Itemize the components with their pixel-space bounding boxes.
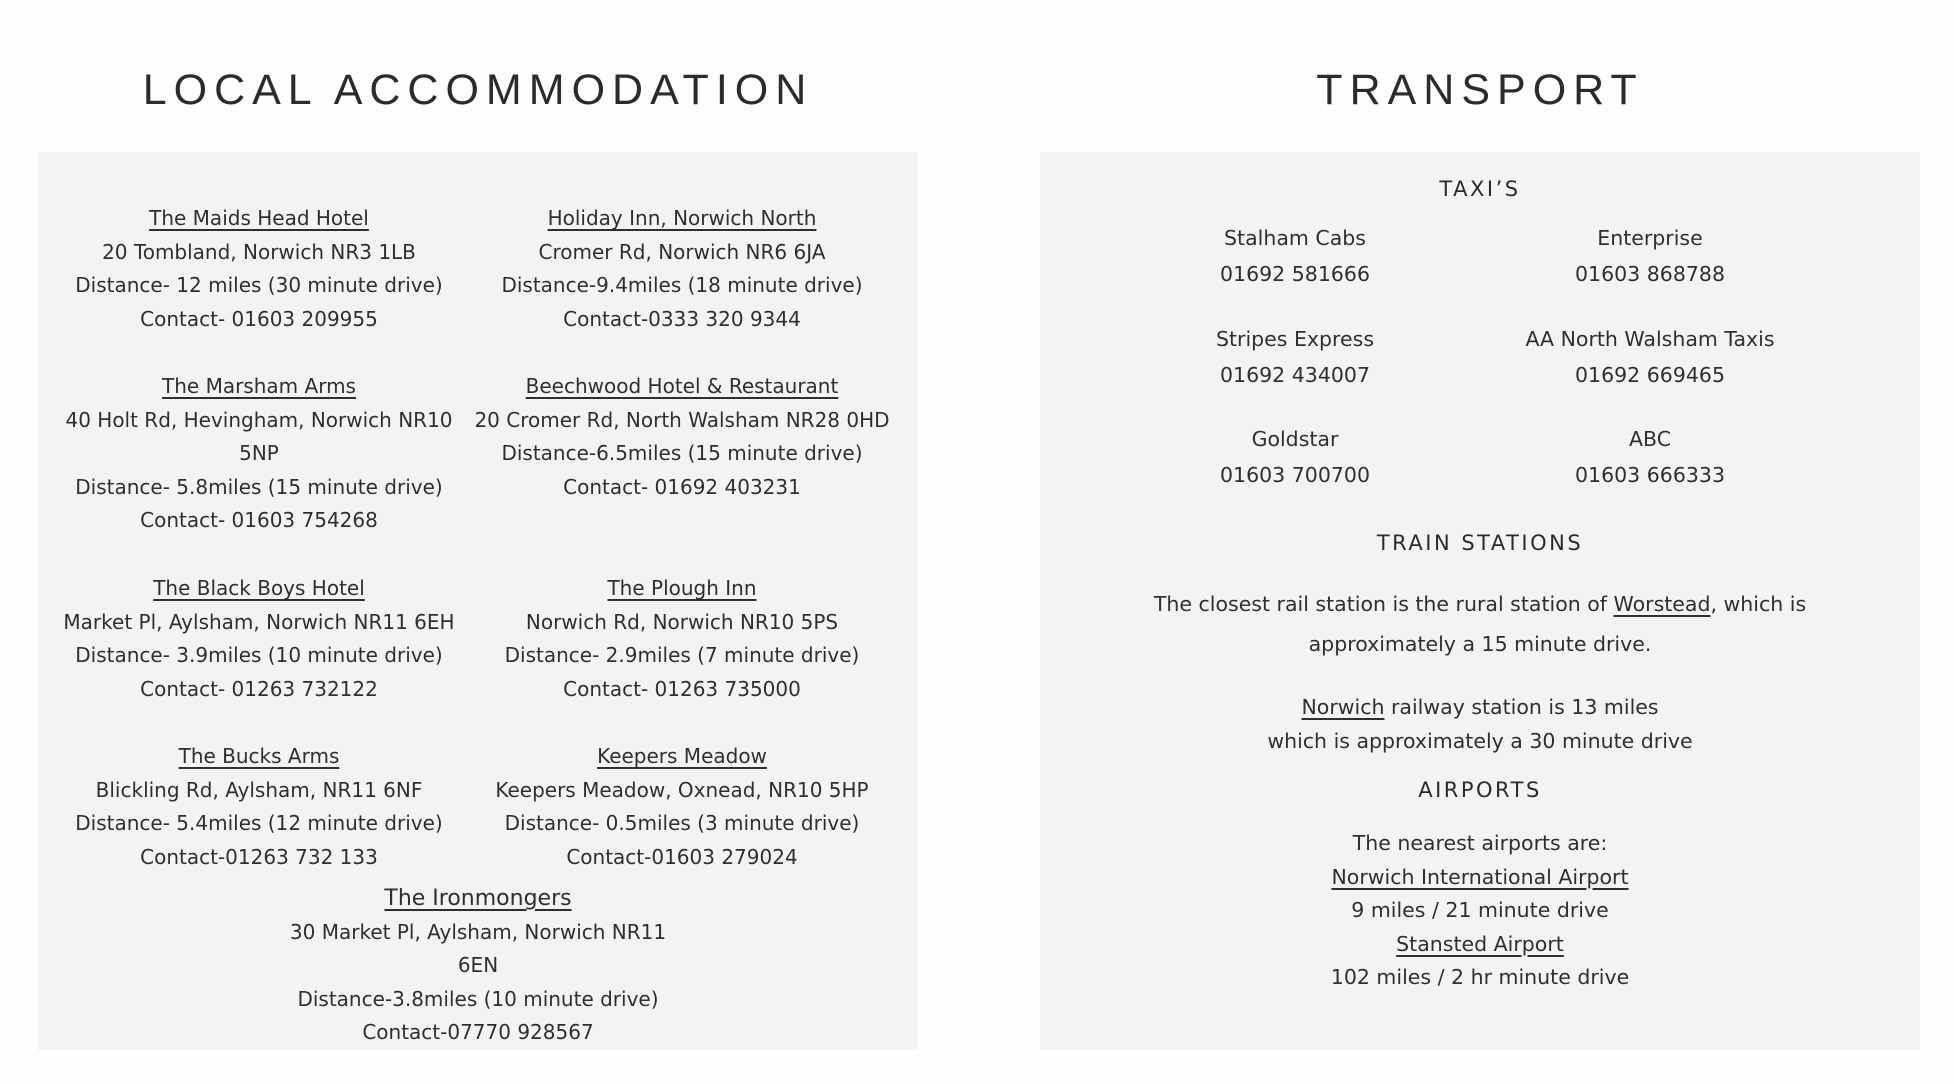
train-p2-text: railway station is 13 miles [1384,695,1659,719]
hotel-contact: Contact- 01263 732122 [140,676,378,701]
hotel-name[interactable]: Keepers Meadow [597,744,767,768]
taxi-name: AA North Walsham Taxis [1525,327,1775,351]
hotel-address: Keepers Meadow, Oxnead, NR10 5HP [495,777,869,802]
hotel-name[interactable]: The Plough Inn [607,576,757,600]
hotel-address: 20 Cromer Rd, North Walsham NR28 0HD [474,407,890,432]
taxis-heading: TAXI’S [1439,177,1521,201]
hotel-name[interactable]: Holiday Inn, Norwich North [547,206,817,230]
hotel-distance: Distance- 0.5miles (3 minute drive) [504,811,860,835]
train-paragraph-1 [1080,584,1880,664]
hotel-holiday-inn [472,202,892,336]
train-p2-line2: which is approximately a 30 minute drive [1267,729,1693,753]
taxi-goldstar [1125,427,1465,487]
norwich-airport-link[interactable]: Norwich International Airport [1331,864,1629,889]
hotel-distance: Distance- 3.9miles (10 minute drive) [75,643,443,667]
taxi-phone[interactable]: 01603 868788 [1575,262,1725,286]
accommodation-title: LOCAL ACCOMMODATION [142,66,814,114]
train-p1-line1 [1080,584,1880,624]
hotel-contact: Contact- 01263 735000 [563,676,801,701]
hotel-keepers-meadow [472,740,892,874]
hotel-address: Cromer Rd, Norwich NR6 6JA [538,239,826,264]
hotel-distance: Distance-6.5miles (15 minute drive) [501,441,863,465]
transport-panel [1040,152,1920,1050]
hotel-name[interactable]: The Maids Head Hotel [149,206,369,230]
stansted-airport-link[interactable]: Stansted Airport [1396,931,1564,956]
hotel-name[interactable]: The Black Boys Hotel [153,576,365,600]
taxi-stalham-cabs [1125,226,1465,286]
hotel-ironmongers [268,882,688,1050]
hotel-address: 20 Tombland, Norwich NR3 1LB [102,239,416,264]
train-p1-text: The closest rail station is the rural station of [1153,592,1614,616]
train-p2-line1 [1080,690,1880,724]
hotel-distance: Distance- 12 miles (30 minute drive) [75,273,443,297]
taxi-enterprise [1480,226,1820,286]
hotel-beechwood [472,370,892,504]
airports-list [1080,827,1880,995]
taxi-stripes-express [1125,327,1465,387]
hotel-address: 40 Holt Rd, Hevingham, Norwich NR10 5NP [65,407,453,465]
hotel-contact: Contact-01603 279024 [566,844,798,869]
norwich-link[interactable]: Norwich [1301,695,1385,719]
hotel-address: Market Pl, Aylsham, Norwich NR11 6EH [63,609,455,634]
taxi-phone[interactable]: 01692 669465 [1575,363,1725,387]
hotel-distance: Distance- 2.9miles (7 minute drive) [504,643,860,667]
hotel-contact: Contact- 01603 209955 [140,306,378,331]
train-p1-text-after: , which is [1710,592,1807,616]
hotel-name[interactable]: The Bucks Arms [178,744,340,768]
stansted-airport-info: 102 miles / 2 hr minute drive [1330,965,1630,989]
hotel-black-boys [49,572,469,706]
hotel-distance: Distance- 5.8miles (15 minute drive) [75,474,443,499]
taxi-name: ABC [1628,427,1672,451]
accommodation-panel [38,152,918,1050]
hotel-bucks-arms [49,740,469,874]
hotel-address: 30 Market Pl, Aylsham, Norwich NR11 6EN [289,919,667,977]
hotel-contact: Contact-0333 320 9344 [563,306,801,331]
hotel-distance: Distance-9.4miles (18 minute drive) [501,273,863,297]
airports-intro: The nearest airports are: [1352,831,1608,855]
hotel-distance: Distance- 5.4miles (12 minute drive) [75,811,443,835]
transport-title: TRANSPORT [1316,66,1644,114]
hotel-address: Blickling Rd, Aylsham, NR11 6NF [95,777,423,802]
taxi-name: Stalham Cabs [1224,226,1366,250]
taxi-phone[interactable]: 01603 700700 [1220,463,1370,487]
hotel-contact: Contact- 01603 754268 [140,508,378,532]
taxi-aa-north-walsham [1480,327,1820,387]
hotel-contact: Contact- 01692 403231 [563,474,801,499]
hotel-distance: Distance-3.8miles (10 minute drive) [297,986,659,1011]
norwich-airport-info: 9 miles / 21 minute drive [1351,898,1609,922]
hotel-contact: Contact-07770 928567 [362,1020,594,1044]
taxi-phone[interactable]: 01692 581666 [1220,262,1370,286]
taxi-abc [1480,427,1820,487]
taxi-phone[interactable]: 01603 666333 [1575,463,1725,487]
train-stations-heading: TRAIN STATIONS [1376,531,1584,555]
hotel-name[interactable]: The Marsham Arms [162,374,356,398]
hotel-name[interactable]: Beechwood Hotel & Restaurant [525,374,839,398]
taxi-name: Enterprise [1597,226,1703,250]
hotel-plough-inn [472,572,892,706]
airports-heading: AIRPORTS [1418,778,1542,802]
taxi-name: Stripes Express [1215,327,1375,351]
taxi-name: Goldstar [1251,427,1339,451]
hotel-maids-head [49,202,469,336]
hotel-contact: Contact-01263 732 133 [140,844,378,869]
train-p1-line2: approximately a 15 minute drive. [1308,632,1652,656]
hotel-name[interactable]: The Ironmongers [384,886,572,911]
worstead-link[interactable]: Worstead [1613,592,1711,616]
train-paragraph-2 [1080,690,1880,758]
taxi-phone[interactable]: 01692 434007 [1220,363,1370,387]
hotel-marsham-arms [49,370,469,538]
hotel-address: Norwich Rd, Norwich NR10 5PS [525,609,839,634]
